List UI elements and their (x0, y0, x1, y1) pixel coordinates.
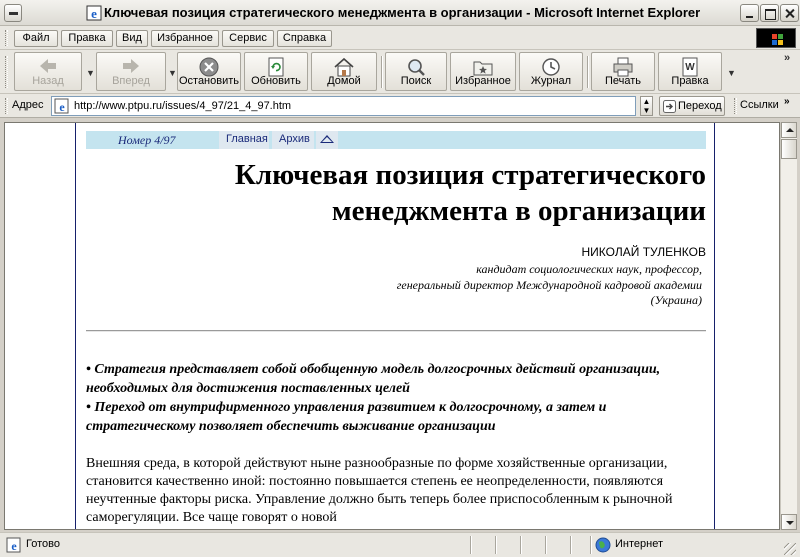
toolbar-grip[interactable] (734, 98, 737, 114)
back-dropdown-icon[interactable]: ▼ (86, 68, 95, 78)
stop-button[interactable] (177, 52, 241, 91)
standard-toolbar (0, 50, 800, 94)
scroll-thumb[interactable] (781, 139, 797, 159)
address-label: Адрес (12, 99, 44, 111)
history-label: Журнал (530, 75, 572, 87)
favorites-button[interactable] (450, 52, 516, 91)
resize-grip[interactable] (784, 543, 796, 555)
search-button[interactable] (385, 52, 447, 91)
home-button[interactable] (311, 52, 377, 91)
search-label: Поиск (400, 75, 432, 87)
page-done-icon (6, 537, 22, 553)
lead-paragraph: • Стратегия представляет собой обобщенную модель долгосрочных действий организации, необходимых для достижения поставленных целей (86, 362, 661, 396)
security-zone-label: Интернет (615, 538, 663, 550)
print-button[interactable] (591, 52, 655, 91)
menu-file[interactable]: Файл (14, 30, 58, 47)
menu-help[interactable]: Справка (277, 30, 332, 47)
article-title-line: Ключевая позиция стратегического (234, 159, 706, 191)
divider (86, 330, 706, 332)
status-divider (470, 536, 472, 554)
status-divider (590, 536, 592, 554)
refresh-button[interactable] (244, 52, 308, 91)
article-title-line: менеджмента в организации (331, 195, 706, 227)
history-button[interactable] (519, 52, 583, 91)
toolbar-grip[interactable] (5, 30, 8, 46)
internet-globe-icon (595, 537, 611, 553)
windows-logo-icon (756, 28, 796, 48)
nav-archive-link[interactable]: Архив (279, 133, 310, 145)
favorites-label: Избранное (455, 75, 511, 87)
address-bar (0, 94, 800, 118)
edit-button[interactable] (658, 52, 722, 91)
edit-dropdown-icon[interactable]: ▼ (727, 68, 736, 78)
minimize-button[interactable] (740, 4, 759, 22)
links-label[interactable]: Ссылки (740, 99, 779, 111)
status-bar (0, 532, 800, 557)
maximize-button[interactable] (760, 4, 779, 22)
system-menu-icon[interactable] (4, 4, 22, 22)
web-content (4, 122, 780, 530)
menu-favorites[interactable]: Избранное (151, 30, 219, 47)
address-input[interactable] (51, 96, 636, 116)
print-label: Печать (604, 75, 642, 87)
internet-explorer-icon (86, 5, 102, 21)
toolbar-grip[interactable] (5, 98, 8, 114)
svg-text:e: e (11, 539, 17, 553)
status-divider (520, 536, 522, 554)
scroll-up-icon[interactable] (781, 122, 797, 138)
menu-tools[interactable]: Сервис (222, 30, 274, 47)
page-favicon-icon (54, 98, 70, 114)
toolbar-grip[interactable] (5, 56, 8, 88)
forward-button[interactable] (96, 52, 166, 91)
status-divider (545, 536, 547, 554)
forward-dropdown-icon[interactable]: ▼ (168, 68, 177, 78)
status-text: Готово (26, 538, 60, 550)
site-nav-strip (86, 131, 706, 149)
forward-arrow-icon (120, 56, 142, 76)
toolbar-separator (587, 56, 589, 88)
back-button[interactable] (14, 52, 82, 91)
go-arrow-icon (663, 100, 676, 113)
svg-text:e: e (91, 6, 97, 21)
author-name: НИКОЛАЙ ТУЛЕНКОВ (581, 245, 706, 259)
issue-number: Номер 4/97 (118, 133, 176, 147)
body-paragraph: Внешняя среда, в которой действуют ныне разнообразные по форме хозяйственные организации, становится качественно иной: постоянно повышается степень ее неопределенности, появляются неучтенные факторы риска. Управление должно быть теперь более приспособленным к рыночной саморегуляции. Все чаще говорят о новой (86, 456, 673, 525)
svg-text:e: e (59, 100, 65, 114)
vertical-scrollbar[interactable] (780, 122, 797, 530)
title-bar (0, 0, 800, 26)
author-credential: генеральный директор Международной кадровой академии (396, 278, 702, 292)
status-divider (570, 536, 572, 554)
go-button[interactable] (659, 96, 725, 116)
scroll-down-icon[interactable] (781, 514, 797, 530)
nav-up-arrow-icon[interactable] (320, 135, 334, 143)
toolbar-more-icon[interactable]: » (784, 52, 791, 64)
back-arrow-icon (37, 56, 59, 76)
window-title: Ключевая позиция стратегического менеджмента в организации - Microsoft Internet Explorer (104, 5, 701, 20)
address-dropdown-icon[interactable]: ▲ ▼ (640, 96, 653, 116)
author-credential: кандидат социологических наук, профессор, (476, 262, 702, 276)
home-label: Домой (327, 75, 361, 87)
author-country: (Украина) (650, 293, 702, 307)
status-divider (495, 536, 497, 554)
article-title (156, 157, 706, 229)
stop-label: Остановить (178, 75, 240, 87)
forward-label: Вперед (112, 75, 150, 87)
close-button[interactable] (780, 4, 799, 22)
links-more-icon[interactable]: » (784, 96, 790, 107)
lead-paragraph: • Переход от внутрифирменного управления развитием к долгосрочному, а затем и стратегическому позволяет обеспечить выживание организации (86, 400, 607, 434)
menu-bar (0, 26, 800, 50)
toolbar-separator (381, 56, 383, 88)
article-frame (75, 123, 715, 530)
menu-view[interactable]: Вид (116, 30, 148, 47)
menu-edit[interactable]: Правка (61, 30, 113, 47)
nav-home-link[interactable]: Главная (226, 133, 268, 145)
edit-label: Правка (671, 75, 709, 87)
refresh-label: Обновить (251, 75, 301, 87)
svg-text:W: W (685, 62, 695, 73)
go-label: Переход (678, 100, 722, 112)
back-label: Назад (32, 75, 64, 87)
